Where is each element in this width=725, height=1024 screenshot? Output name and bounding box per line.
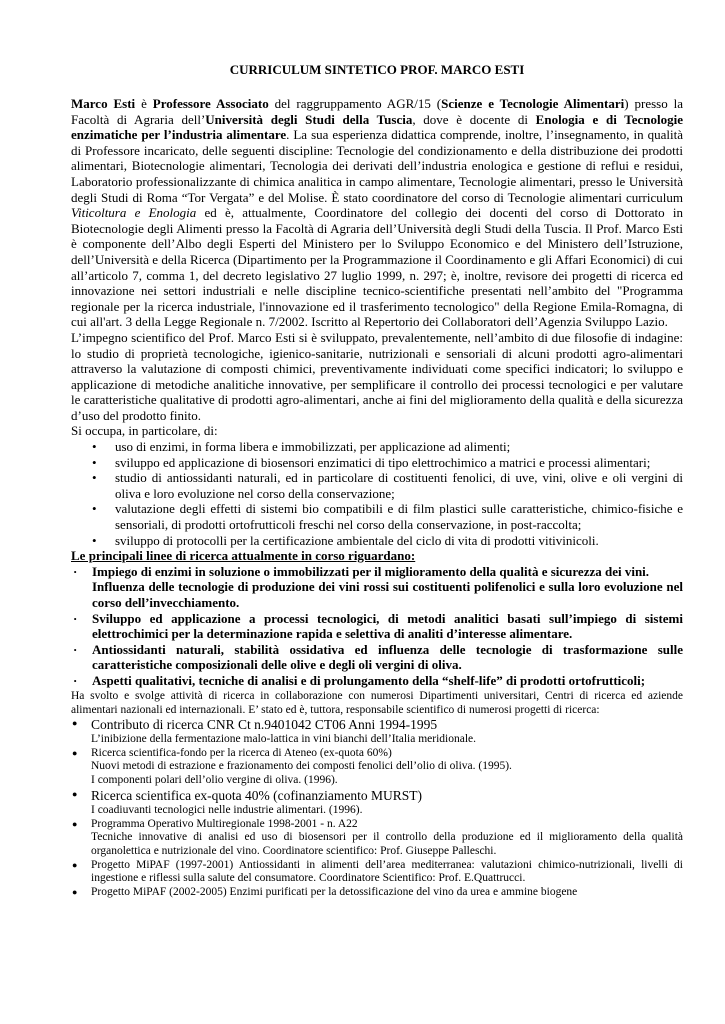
project-item: ● Progetto MiPAF (2002-2005) Enzimi purificati per la detossificazione del vino da urea e ammine biogene — [91, 886, 683, 900]
project-description: I componenti polari dell’olio vergine di oliva. (1996). — [91, 773, 338, 786]
courses-taught: Enologia e di Tecnologie enzimatiche per l’industria alimentare — [71, 111, 684, 143]
university-name: Università degli Studi della Tuscia — [205, 111, 413, 127]
author-name: Marco Esti — [71, 96, 136, 111]
scientific-paragraph: L’impegno scientifico del Prof. Marco Esti si è sviluppato, prevalentemente, nell’ambito di due filosofie di indagine: lo studio di proprietà tecnologiche, igienico-sanitarie, nutrizionali e sensoriali di alcuni prodotti agro-alimentari attraverso la valutazione di composti chimici, preventivamente individuati come specifici indicatori; lo sviluppo e applicazione di metodiche analitiche innovative, per semplificare il controllo dei processi tecnologici e per valutare le caratteristiche qualitative di prodotti agro-alimentari, anche ai fini del miglioramento della qualità e della sicurezza d’uso del prodotto finito. — [71, 329, 683, 423]
topic-item: • studio di antiossidanti naturali, ed in particolare di costituenti fenolici, di uve, vini, olive e oli vergini di oliva e loro evoluzione nel corso della conservazione; — [115, 470, 683, 501]
topic-item: • sviluppo di protocolli per la certificazione ambientale del ciclo di vita di prodotti vitivinicoli. — [115, 533, 683, 549]
topic-item: • uso di enzimi, in forma libera e immobilizzati, per applicazione ad alimenti; — [115, 439, 683, 455]
academic-role: Professore Associato — [152, 96, 269, 111]
project-description: Tecniche innovative di analisi ed uso di biosensori per il controllo della produzione ed il miglioramento della qualità organolettica e nutrizionale del vino. Coordinatore scientifico: Prof. Giuseppe Palleschi. — [91, 831, 683, 857]
scientific-sector: Scienze e Tecnologie Alimentari — [441, 96, 625, 111]
research-line: · Sviluppo ed applicazione a processi tecnologici, di metodi analitici basati sull’impiego di sistemi elettrochimici per la determinazione rapida e selettiva di analiti d’interesse alimentare. — [73, 610, 683, 642]
topics-list — [71, 439, 683, 548]
projects-list — [71, 717, 683, 900]
project-description: L’inibizione della fermentazione malo-lattica in vini bianchi dell’Italia meridionale. — [91, 733, 476, 746]
topic-item: • valutazione degli effetti di sistemi bio compatibili e di film plastici sulle caratteristiche, chimico-fisiche e sensoriali, di prodotti ortofrutticoli freschi nel corso della conservazione, in post-raccolta; — [115, 501, 683, 532]
project-description: Nuovi metodi di estrazione e frazionamento dei composti fenolici dell’olio di oliva. (1995). — [91, 760, 512, 773]
project-item: ● Ricerca scientifica ex-quota 40% (cofinanziamento MURST) I coadiuvanti tecnologici nelle industrie alimentari. (1996). — [91, 788, 683, 818]
intro-paragraph: Marco Esti è Professore Associato del raggruppamento AGR/15 (Scienze e Tecnologie Alimentari) presso la Facoltà di Agraria dell’Università degli Studi della Tuscia, dove è docente di Enologia e di Tecnologie enzimatiche per l’industria alimentare. La sua esperienza didattica comprende, inoltre, l’insegnamento, in qualità di Professore incaricato, delle seguenti discipline: Tecnologie del condizionamento e della distribuzione dei prodotti alimentari, Biotecnologie alimentari, Tecnologia dei derivati dell’industria enologica e gestione di reflui e residui, Laboratorio professionalizzante di chimica analitica in campo alimentare, Tecnologie alimentari, presso le Università degli Studi di Roma “Tor Vergata” e del Molise. È stato coordinatore del corso di Tecnologie alimentari curriculum Viticoltura e Enologia ed è, attualmente, Coordinatore del collegio dei docenti del corso di Dottorato in Biotecnologie degli Alimenti presso la Facoltà di Agraria dell’Università degli Studi della Tuscia. Il Prof. Marco Esti è componente dell’Albo degli Esperti del Ministero per lo Sviluppo Economico e del Ministero dell’Istruzione, dell’Università e della Ricerca (Dipartimento per la Programmazione il Coordinamento e gli Affari Economici) di cui all’articolo 7, comma 1, del decreto legislativo 27 luglio 1999, n. 297; è, inoltre, revisore dei progetti di ricerca ed innovazione nei settori industriali e nelle discipline tecnico-scientifiche presentati nell’ambito del "Programma regionale per la ricerca industriale, l'innovazione ed il trasferimento tecnologico" della Regione Emila-Romagna, di cui all'art. 3 della Legge Regionale n. 7/2002. Iscritto al Repertorio dei Collaboratori dell’Agenzia Sviluppo Lazio. — [71, 96, 684, 330]
occupies-line: Si occupa, in particolare, di: — [71, 423, 218, 439]
collaboration-paragraph: Ha svolto e svolge attività di ricerca in collaborazione con numerosi Dipartimenti universitari, Centri di ricerca ed aziende alimentari nazionali ed internazionali. E’ stato ed è, tuttora, responsabile scientifico di numerosi progetti di ricerca: — [71, 689, 683, 716]
project-description: I coadiuvanti tecnologici nelle industrie alimentari. (1996). — [91, 804, 363, 817]
project-item: ● Programma Operativo Multiregionale 1998-2001 - n. A22 Tecniche innovative di analisi ed uso di biosensori per il controllo della produzione ed il miglioramento della qualità organolettica e nutrizionale del vino. Coordinatore scientifico: Prof. Giuseppe Palleschi. — [91, 818, 683, 859]
document-title: CURRICULUM SINTETICO PROF. MARCO ESTI — [229, 62, 525, 77]
research-line: · Antiossidanti naturali, stabilità ossidativa ed influenza delle tecnologie di trasformazione sulle caratteristiche composizionali delle olive e degli oli vergini di oliva. — [73, 641, 683, 673]
project-item: ● Ricerca scientifica-fondo per la ricerca di Ateneo (ex-quota 60%) Nuovi metodi di estrazione e frazionamento dei composti fenolici dell’olio di oliva. (1995). I componenti polari dell’olio vergine di oliva. (1996). — [91, 747, 683, 788]
project-item: ● Progetto MiPAF (1997-2001) Antiossidanti in alimenti dell’area mediterranea: valutazioni chimico-nutrizionali, livelli di ingestione e riflessi sulla salute del consumatore. Coordinatore Scientifico: Prof. E.Quattrucci. — [91, 859, 683, 886]
topic-item: • sviluppo ed applicazione di biosensori enzimatici di tipo elettrochimico a matrici e processi alimentari; — [115, 455, 683, 471]
research-line-continued: Influenza delle tecnologie di produzione dei vini rossi sui costituenti polifenolici e sulla loro evoluzione nel corso dell’invecchiamento. — [92, 579, 683, 610]
project-item: ● Contributo di ricerca CNR Ct n.9401042 CT06 Anni 1994-1995 L’inibizione della fermentazione malo-lattica in vini bianchi dell’Italia meridionale. — [91, 717, 683, 747]
curriculum-name: Viticoltura e Enologia — [71, 205, 197, 221]
research-line: · Impiego di enzimi in soluzione o immobilizzati per il miglioramento della qualità e sicurezza dei vini. — [73, 563, 650, 579]
research-line: · Aspetti qualitativi, tecniche di analisi e di prolungamento della “shelf-life” di prodotti ortofrutticoli; — [73, 672, 646, 688]
research-heading: Le principali linee di ricerca attualmente in corso riguardano: — [71, 548, 416, 564]
document-page — [71, 62, 683, 899]
